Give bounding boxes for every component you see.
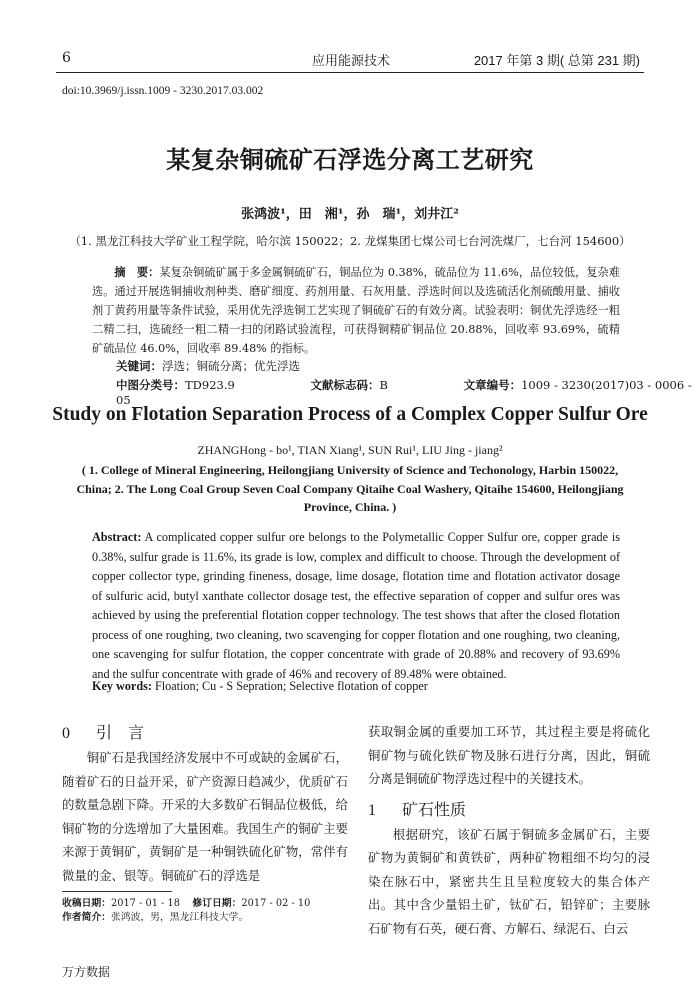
authors-cn: 张鸿波¹，田 湘¹，孙 瑞¹，刘井江² bbox=[241, 207, 459, 222]
body-left-column bbox=[62, 720, 348, 887]
footnote-dates: 收稿日期：2017 - 01 - 18 修订日期：2017 - 02 - 10 bbox=[62, 898, 311, 909]
classification-line bbox=[116, 377, 700, 407]
abstract-cn-text: 某复杂铜硫矿属于多金属铜硫矿石，铜品位为 0.38%，硫品位为 11.6%，品位较低，复杂难选。通过开展选铜捕收剂种类、磨矿细度、药剂用量、石灰用量、浮选时间以及选硫活化剂硫酸用量、捕收剂丁黄药用量等条件试验，采用优先浮选铜工艺实现了铜硫矿石的有效分离。试验表明：铜优先浮选经一粗二精二扫，选硫经一粗二精一扫的闭路试验流程，可获得铜精矿铜品位 20.88%，回收率 93.69%，硫精矿硫品位 46.0%，回收率 89.48% 的指标。 bbox=[92, 266, 620, 355]
intro-paragraph-continued: 获取铜金属的重要加工环节，其过程主要是将硫化铜矿物与硫化铁矿物及脉石进行分离，因此，铜硫分离是铜硫矿物浮选过程中的关键技术。 bbox=[368, 724, 650, 786]
abstract-cn-label: 摘 要： bbox=[114, 265, 160, 279]
article-number-field: 文章编号：1009 - 3230(2017)03 - 0006 - 05 bbox=[116, 378, 692, 407]
title-en: Study on Flotation Separation Process of a Complex Copper Sulfur Ore bbox=[52, 404, 648, 425]
watermark: 万方数据 bbox=[62, 965, 111, 979]
keywords-cn-label: 关键词： bbox=[116, 359, 162, 373]
issue-info: 2017 年第 3 期( 总第 231 期) bbox=[473, 53, 640, 68]
abstract-en-text: A complicated copper sulfur ore belongs to the Polymetallic Copper Sulfur ore, copper grade is 0.38%, sulfur grade is 11.6%, its grade is low, complex and difficult to choose. Through the development of copper collector type, grinding fineness, dosage, lime dosage, flotation time and flotation activator dosage of sulfuric acid, butyl xanthate collector dosage test, the effective separation of copper and sulfur ores was achieved by using the preferential flotation copper technology. The test shows that after the closed flotation process of one roughing, two cleaning, two scavenging for copper flotation and one roughing, two cleaning, one scavenging for sulfur flotation, the copper concentrate with grade of 20.88% and recovery of 93.69% and the sulfur concentrate with grade of 46% and recovery of 89.48% were obtained. bbox=[92, 530, 620, 681]
section-heading-ore: 1 矿石性质 bbox=[368, 799, 467, 819]
doc-code-field: 文献标志码：B bbox=[310, 378, 388, 392]
affiliation-cn: （1. 黑龙江科技大学矿业工程学院，哈尔滨 150022；2. 龙煤集团七煤公司七台河洗煤厂，七台河 154600） bbox=[69, 234, 631, 248]
body-right-column bbox=[368, 720, 650, 940]
intro-paragraph: 铜矿石是我国经济发展中不可或缺的金属矿石，随着矿石的日益开采，矿产资源日趋减少，优质矿石的数量急剧下降。开采的大多数矿石铜品位极低，给铜矿物的分选增加了大量困难。我国生产的铜矿主要来源于黄铜矿，黄铜矿是一种铜铁硫化矿物，常伴有微量的金、银等。铜硫矿石的浮选是 bbox=[62, 750, 348, 883]
abstract-cn bbox=[92, 263, 620, 358]
authors-en: ZHANGHong - bo¹, TIAN Xiang¹, SUN Rui¹, LIU Jing - jiang² bbox=[197, 443, 503, 457]
footnote bbox=[62, 897, 352, 925]
keywords-cn bbox=[116, 358, 300, 374]
title-cn: 某复杂铜硫矿石浮选分离工艺研究 bbox=[166, 145, 534, 174]
journal-name: 应用能源技术 bbox=[312, 54, 391, 69]
keywords-en bbox=[92, 679, 428, 694]
abstract-en-label: Abstract: bbox=[92, 530, 142, 544]
ore-paragraph: 根据研究，该矿石属于铜硫多金属矿石，主要矿物为黄铜矿和黄铁矿，两种矿物粗细不均匀的浸染在脉石中，紧密共生且呈粒度较大的集合体产出。其中含少量铝土矿，钛矿石，铅锌矿；主要脉石矿物有石英，硬石膏、方解石、绿泥石、白云 bbox=[368, 826, 650, 936]
header-rule bbox=[56, 72, 644, 73]
abstract-en bbox=[92, 528, 620, 684]
keywords-cn-text: 浮选；铜硫分离；优先浮选 bbox=[162, 359, 300, 373]
affiliation-en: ( 1. College of Mineral Engineering, Heilongjiang University of Science and Techonology, Harbin 150022, China; 2. The Long Coal Group Seven Coal Company Qitaihe Coal Washery, Qitaihe 154600, Heilongjiang Province, China. ) bbox=[76, 463, 624, 514]
footnote-rule bbox=[62, 891, 172, 892]
clc-field: 中图分类号：TD923.9 bbox=[116, 378, 235, 392]
keywords-en-label: Key words: bbox=[92, 679, 152, 693]
page-number: 6 bbox=[62, 50, 71, 66]
doi: doi:10.3969/j.issn.1009 - 3230.2017.03.002 bbox=[62, 85, 264, 97]
keywords-en-text: Floation; Cu - S Sepration; Selective flotation of copper bbox=[151, 679, 428, 693]
footnote-author: 作者简介：张鸿波，男，黑龙江科技大学。 bbox=[62, 912, 249, 923]
section-heading-intro: 0 引 言 bbox=[62, 723, 145, 742]
